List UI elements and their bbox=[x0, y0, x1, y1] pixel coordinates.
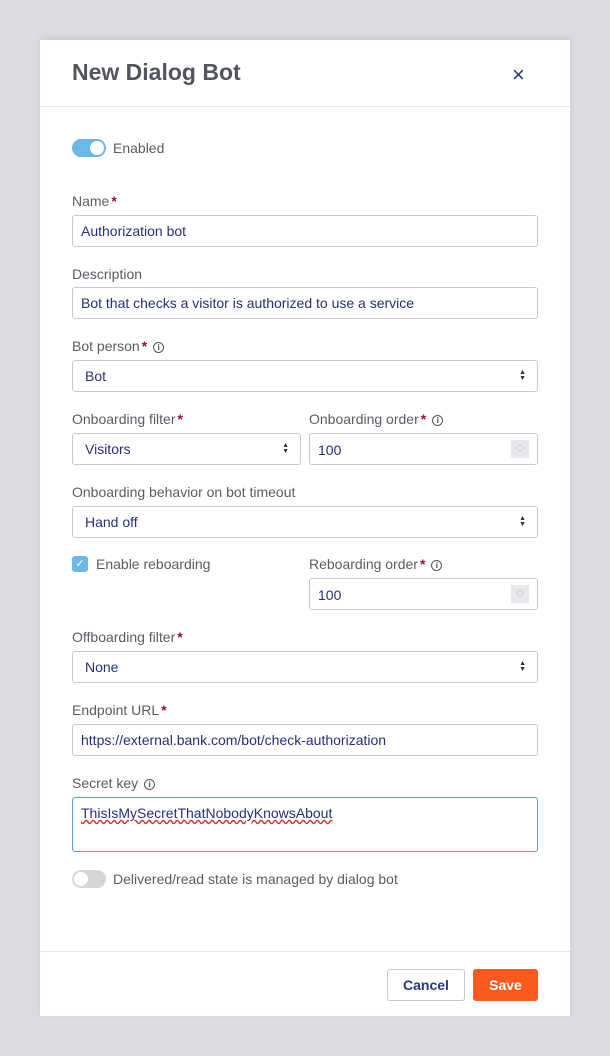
label-text: Onboarding order bbox=[309, 411, 419, 427]
select-value: None bbox=[85, 659, 119, 675]
onboarding-filter-label bbox=[72, 411, 183, 427]
select-arrows-icon: ▲ ▼ bbox=[519, 515, 526, 528]
close-icon[interactable]: × bbox=[512, 62, 525, 87]
new-dialog-bot-modal bbox=[40, 40, 570, 1016]
required-mark: * bbox=[177, 629, 183, 645]
select-arrows-icon: ▲ ▼ bbox=[519, 369, 526, 382]
label-text: Offboarding filter bbox=[72, 629, 176, 645]
toggle-knob bbox=[90, 141, 104, 155]
select-arrows-icon: ▲ ▼ bbox=[282, 442, 289, 455]
label-text: Reboarding order bbox=[309, 556, 418, 572]
modal-title: New Dialog Bot bbox=[72, 59, 241, 85]
select-value: Hand off bbox=[85, 514, 138, 530]
name-label bbox=[72, 193, 117, 209]
endpoint-url-label bbox=[72, 702, 167, 718]
delivered-state-toggle[interactable] bbox=[72, 870, 106, 888]
select-value: Visitors bbox=[85, 441, 131, 457]
name-input[interactable]: Authorization bot bbox=[72, 215, 538, 247]
delivered-state-label: Delivered/read state is managed by dialog bot bbox=[113, 871, 398, 887]
select-value: Bot bbox=[85, 368, 107, 384]
required-mark: * bbox=[111, 193, 117, 209]
required-mark: * bbox=[177, 411, 183, 427]
label-text: Secret key bbox=[72, 775, 139, 791]
timeout-behavior-label: Onboarding behavior on bot timeout bbox=[72, 484, 296, 500]
bot-person-label bbox=[72, 338, 164, 354]
endpoint-url-input[interactable]: https://external.bank.com/bot/check-authorization bbox=[72, 724, 538, 756]
reboarding-order-label bbox=[309, 556, 442, 572]
offboarding-filter-label bbox=[72, 629, 183, 645]
label-text: Bot person bbox=[72, 338, 140, 354]
spinner-icon[interactable]: ︿ ﹀ bbox=[511, 440, 529, 458]
label-text: Name bbox=[72, 193, 110, 209]
enable-reboarding-label: Enable reboarding bbox=[96, 556, 211, 572]
label-text: Onboarding filter bbox=[72, 411, 176, 427]
modal-header bbox=[40, 40, 570, 107]
info-icon[interactable]: i bbox=[153, 342, 164, 353]
cancel-button[interactable]: Cancel bbox=[387, 969, 465, 1001]
secret-key-textarea[interactable] bbox=[72, 797, 538, 852]
secret-key-label bbox=[72, 775, 155, 791]
input-value: 100 bbox=[318, 587, 342, 603]
spinner-icon[interactable]: ︿ ﹀ bbox=[511, 585, 529, 603]
textarea-value: ThisIsMySecretThatNobodyKnowsAbout bbox=[81, 805, 333, 821]
input-value: 100 bbox=[318, 442, 342, 458]
onboarding-order-input[interactable] bbox=[309, 433, 538, 465]
description-input[interactable]: Bot that checks a visitor is authorized to use a service bbox=[72, 287, 538, 319]
onboarding-order-label bbox=[309, 411, 443, 427]
info-icon[interactable]: i bbox=[432, 415, 443, 426]
modal-footer bbox=[40, 951, 570, 1016]
timeout-behavior-select[interactable] bbox=[72, 506, 538, 538]
enabled-label: Enabled bbox=[113, 140, 165, 156]
info-icon[interactable]: i bbox=[144, 779, 155, 790]
required-mark: * bbox=[420, 411, 427, 427]
required-mark: * bbox=[141, 338, 148, 354]
toggle-knob bbox=[74, 872, 88, 886]
save-button[interactable]: Save bbox=[473, 969, 538, 1001]
label-text: Endpoint URL bbox=[72, 702, 160, 718]
onboarding-filter-select[interactable] bbox=[72, 433, 301, 465]
select-arrows-icon: ▲ ▼ bbox=[519, 660, 526, 673]
enable-reboarding-checkbox[interactable]: ✓ bbox=[72, 556, 88, 572]
required-mark: * bbox=[161, 702, 167, 718]
info-icon[interactable]: i bbox=[431, 560, 442, 571]
description-label: Description bbox=[72, 266, 143, 282]
enabled-toggle[interactable] bbox=[72, 139, 106, 157]
reboarding-order-input[interactable] bbox=[309, 578, 538, 610]
required-mark: * bbox=[419, 556, 426, 572]
bot-person-select[interactable] bbox=[72, 360, 538, 392]
offboarding-filter-select[interactable] bbox=[72, 651, 538, 683]
